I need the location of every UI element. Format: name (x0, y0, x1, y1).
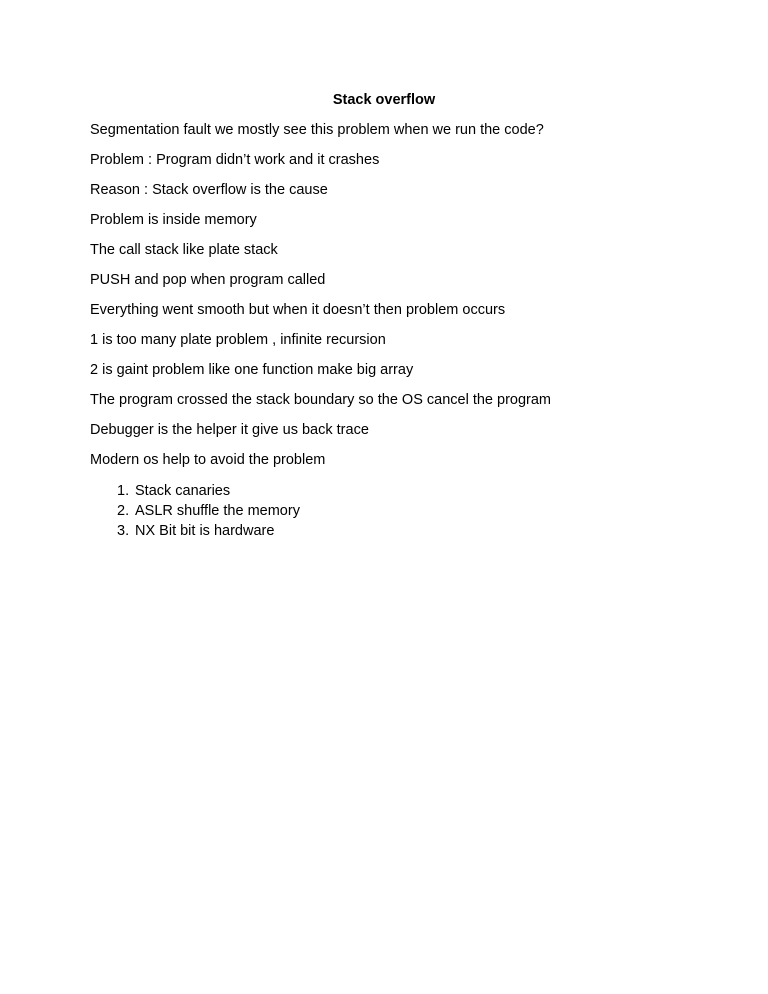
paragraph-call-stack: The call stack like plate stack (90, 242, 278, 258)
document-title: Stack overflow (332, 92, 436, 108)
list-item-number: 1. (117, 483, 130, 499)
paragraph-problem: Problem : Program didn’t work and it crashes (90, 152, 380, 168)
numbered-list (90, 481, 300, 541)
list-item (90, 521, 300, 541)
paragraph-segmentation-fault: Segmentation fault we mostly see this problem when we run the code? (90, 122, 544, 138)
paragraph-big-array: 2 is gaint problem like one function make big array (90, 362, 414, 378)
paragraph-everything-smooth: Everything went smooth but when it doesn’t then problem occurs (90, 302, 506, 318)
list-item-text: NX Bit bit is hardware (135, 523, 275, 539)
paragraph-memory: Problem is inside memory (90, 212, 257, 228)
paragraph-reason: Reason : Stack overflow is the cause (90, 182, 328, 198)
list-item-text: Stack canaries (135, 483, 231, 499)
list-item-number: 2. (117, 503, 130, 519)
list-item-text: ASLR shuffle the memory (135, 503, 300, 519)
paragraph-debugger: Debugger is the helper it give us back trace (90, 422, 369, 438)
paragraph-stack-boundary: The program crossed the stack boundary so the OS cancel the program (90, 392, 552, 408)
paragraph-push-pop: PUSH and pop when program called (90, 272, 326, 288)
paragraph-modern-os: Modern os help to avoid the problem (90, 452, 326, 468)
list-item-number: 3. (117, 523, 130, 539)
list-item (90, 501, 300, 521)
paragraph-recursion: 1 is too many plate problem , infinite recursion (90, 332, 386, 348)
list-item (90, 481, 300, 501)
